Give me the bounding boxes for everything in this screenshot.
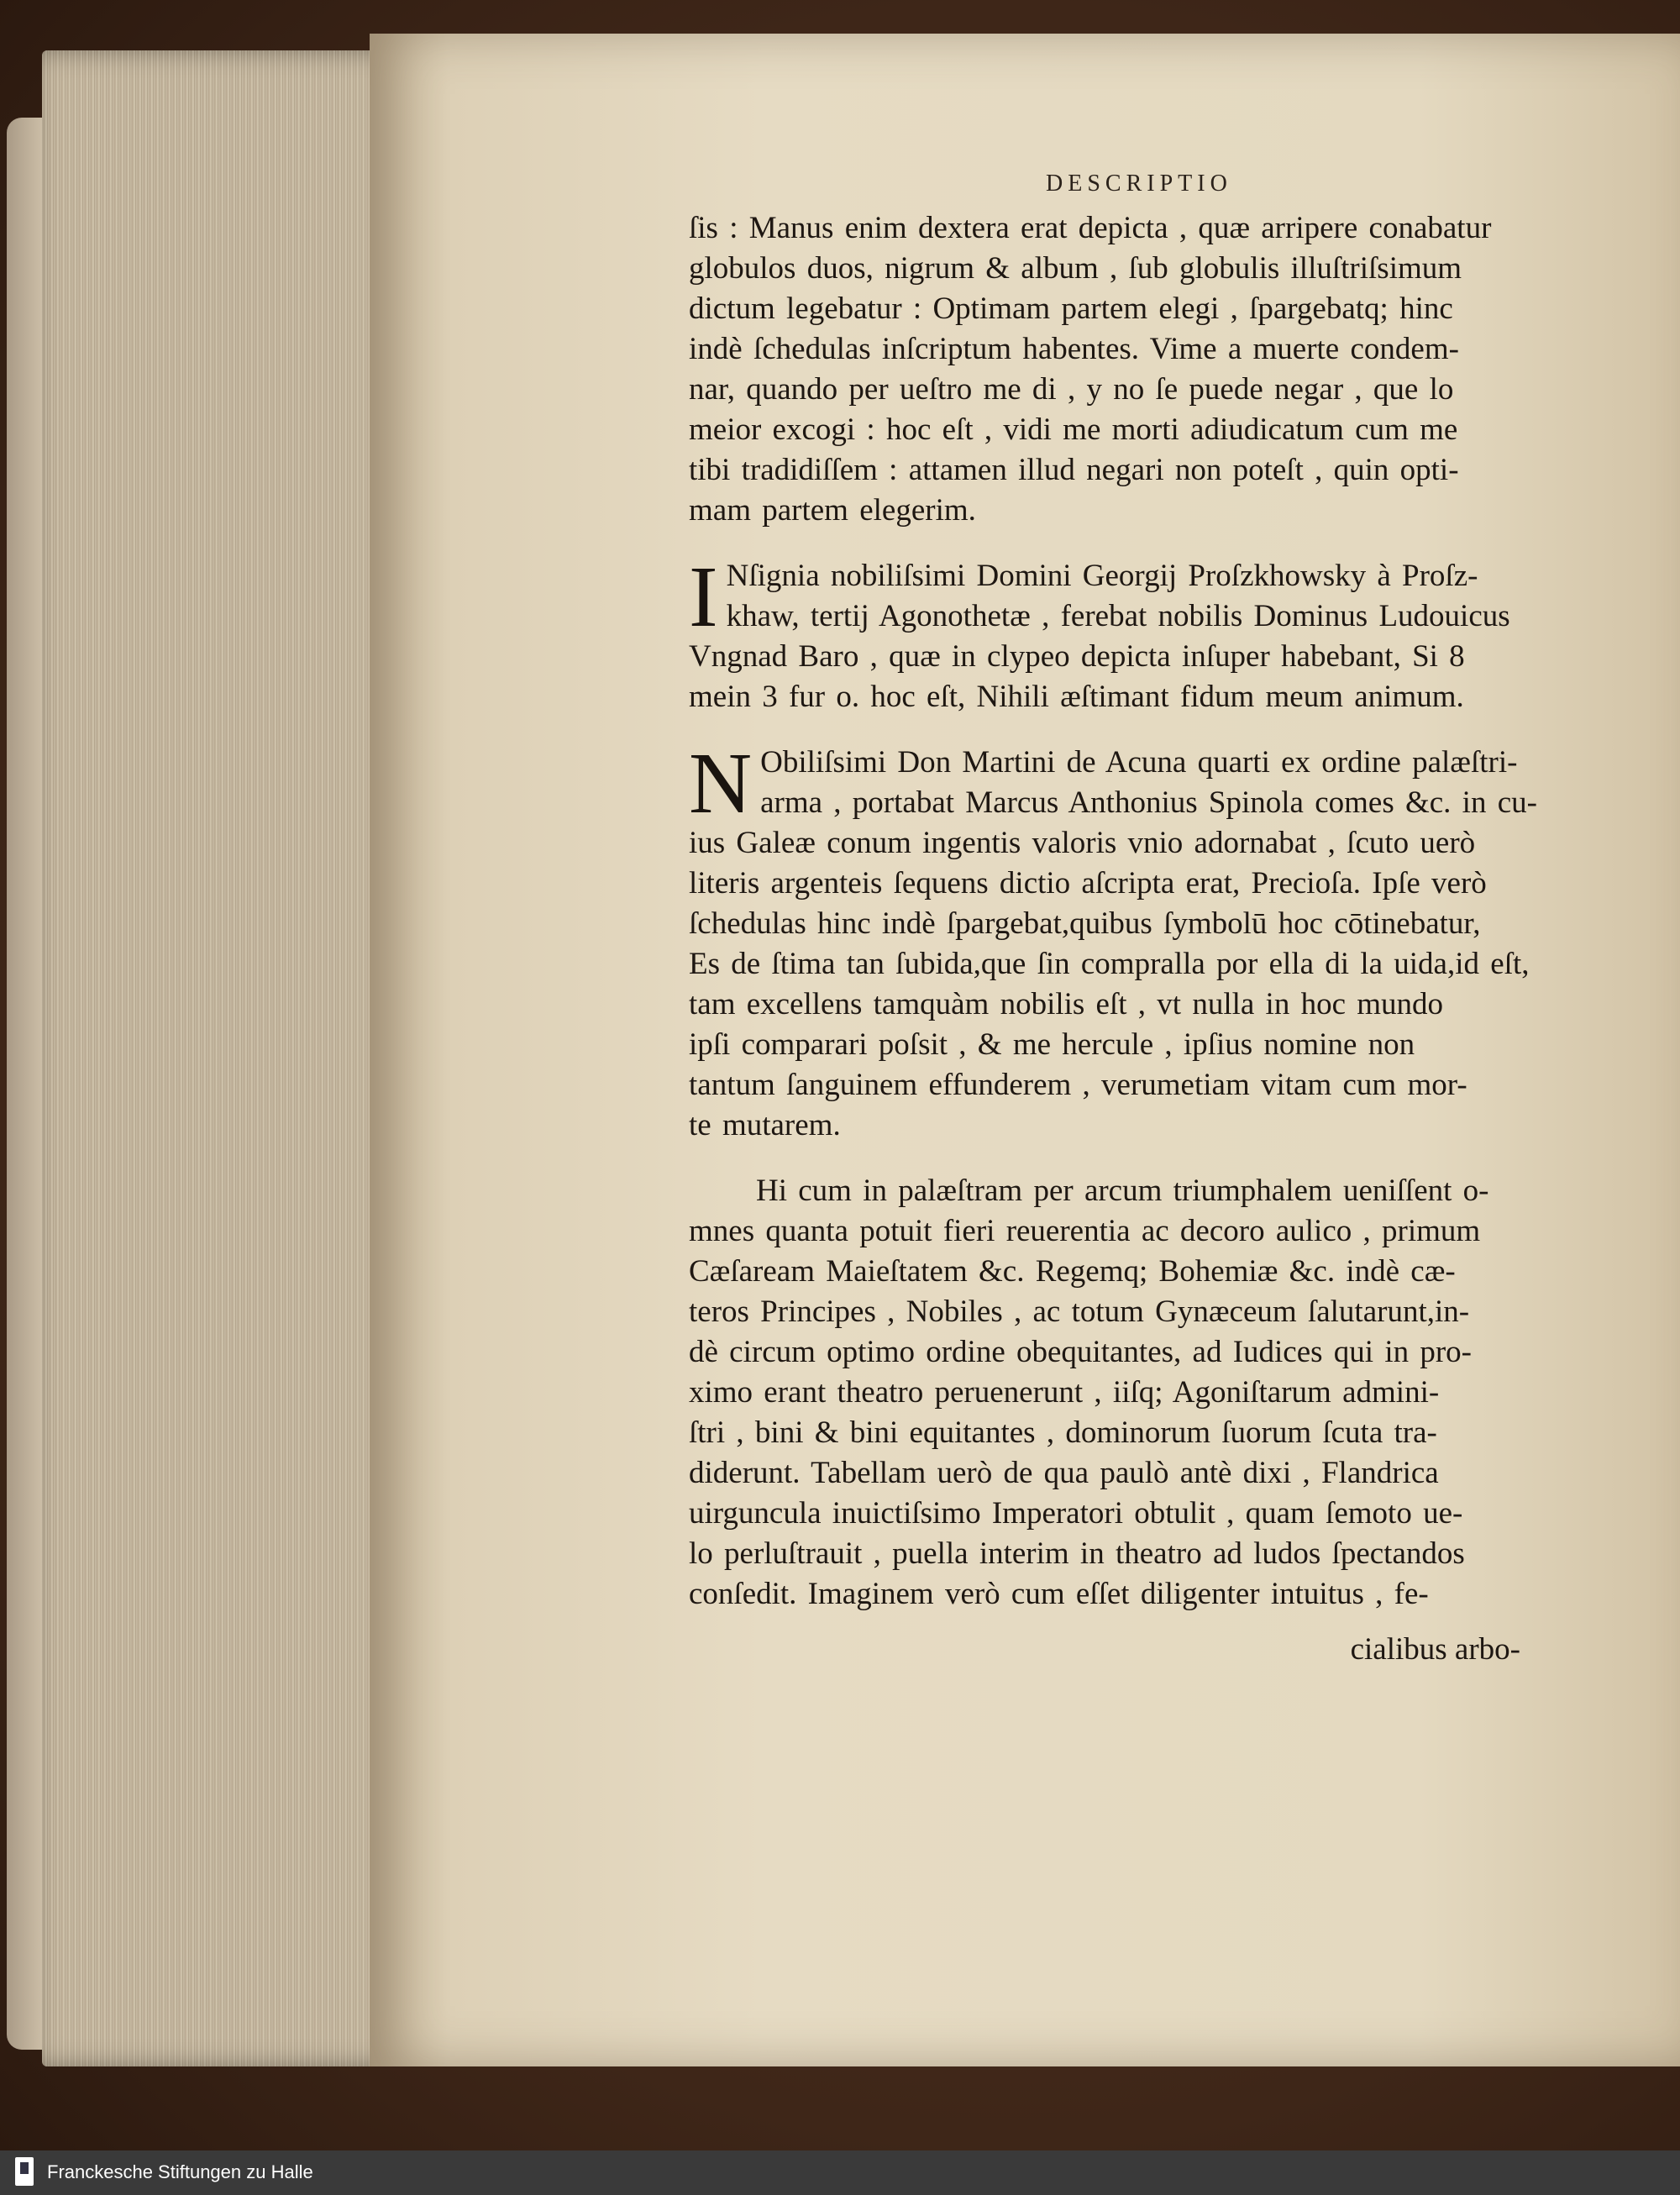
text-line: Nſignia nobiliſsimi Domini Georgij Proſzkhowsky à Proſz- bbox=[726, 559, 1478, 593]
text-line: nar, quando per ueſtro me di , y no ſe puede negar , que lo bbox=[689, 372, 1454, 407]
text-line: globulos duos, nigrum & album , ſub globulis illuſtriſsimum bbox=[689, 251, 1462, 286]
text-line: dè circum optimo ordine obequitantes, ad Iudices qui in pro- bbox=[689, 1335, 1472, 1369]
text-line: Hi cum in palæſtram per arcum triumphalem ueniſſent o- bbox=[756, 1174, 1489, 1208]
text-line: Obiliſsimi Don Martini de Acuna quarti ex ordine palæſtri- bbox=[760, 745, 1518, 780]
text-line: ipſi comparari poſsit , & me hercule , ipſius nomine non bbox=[689, 1027, 1415, 1062]
institution-logo-icon bbox=[15, 2157, 34, 2186]
institution-name: Franckesche Stiftungen zu Halle bbox=[47, 2161, 313, 2182]
text-line: mein 3 fur o. hoc eſt, Nihili æſtimant fidum meum animum. bbox=[689, 680, 1464, 714]
paragraph-4 bbox=[689, 1171, 1520, 1615]
running-head: DESCRIPTIO bbox=[1046, 171, 1232, 197]
text-line: Es de ſtima tan ſubida,que ſin compralla por ella di la uida,id eſt, bbox=[689, 947, 1530, 981]
text-line: indè ſchedulas inſcriptum habentes. Vime a muerte condem- bbox=[689, 332, 1459, 366]
text-line: ius Galeæ conum ingentis valoris vnio adornabat , ſcuto uerò bbox=[689, 826, 1476, 860]
text-line: teros Principes , Nobiles , ac totum Gynæceum ſalutarunt,in- bbox=[689, 1294, 1470, 1329]
text-line: uirguncula inuictiſsimo Imperatori obtulit , quam ſemoto ue- bbox=[689, 1496, 1463, 1531]
text-line: tam excellens tamquàm nobilis eſt , vt nulla in hoc mundo bbox=[689, 987, 1444, 1021]
text-line: Vngnad Baro , quæ in clypeo depicta inſuper habebant, Si 8 bbox=[689, 639, 1465, 674]
text-line: mnes quanta potuit fieri reuerentia ac decoro aulico , primum bbox=[689, 1214, 1481, 1248]
text-line: ximo erant theatro peruenerunt , iiſq; Agoniſtarum admini- bbox=[689, 1375, 1440, 1410]
text-line: ſtri , bini & bini equitantes , dominorum ſuorum ſcuta tra- bbox=[689, 1415, 1437, 1450]
text-line: te mutarem. bbox=[689, 1108, 841, 1142]
text-line: ſis : Manus enim dextera erat depicta , quæ arripere conabatur bbox=[689, 211, 1492, 245]
text-line: literis argenteis ſequens dictio aſcripta erat, Precioſa. Ipſe verò bbox=[689, 866, 1487, 901]
text-line: diderunt. Tabellam uerò de qua paulò antè dixi , Flandrica bbox=[689, 1456, 1439, 1490]
page-edges bbox=[42, 50, 412, 2066]
paragraph-3 bbox=[689, 735, 1537, 1146]
dropcap: I bbox=[689, 549, 718, 645]
text-line: dictum legebatur : Optimam partem elegi , ſpargebatq; hinc bbox=[689, 291, 1453, 326]
paragraph-1 bbox=[689, 208, 1520, 531]
text-line: conſedit. Imaginem verò cum eſſet diligenter intuitus , fe- bbox=[689, 1577, 1429, 1611]
text-line: mam partem elegerim. bbox=[689, 493, 976, 528]
text-line: khaw, tertij Agonothetæ , ferebat nobilis Dominus Ludouicus bbox=[726, 599, 1510, 633]
text-line: arma , portabat Marcus Anthonius Spinola comes &c. in cu- bbox=[760, 785, 1537, 820]
text-block bbox=[689, 208, 1537, 1670]
dropcap: N bbox=[689, 735, 753, 832]
text-line: lo perluſtrauit , puella interim in theatro ad ludos ſpectandos bbox=[689, 1536, 1465, 1571]
text-line: meior excogi : hoc eſt , vidi me morti adiudicatum cum me bbox=[689, 412, 1458, 447]
catchword: cialibus arbo- bbox=[1350, 1632, 1520, 1667]
text-line: ſchedulas hinc indè ſpargebat,quibus ſymbolū hoc cōtinebatur, bbox=[689, 906, 1481, 941]
text-line: tibi tradidiſſem : attamen illud negari non poteſt , quin opti- bbox=[689, 453, 1459, 487]
paragraph-2 bbox=[689, 549, 1520, 717]
text-line: Cæſaream Maieſtatem &c. Regemq; Bohemiæ &c. indè cæ- bbox=[689, 1254, 1456, 1289]
text-line: tantum ſanguinem effunderem , verumetiam vitam cum mor- bbox=[689, 1068, 1467, 1102]
